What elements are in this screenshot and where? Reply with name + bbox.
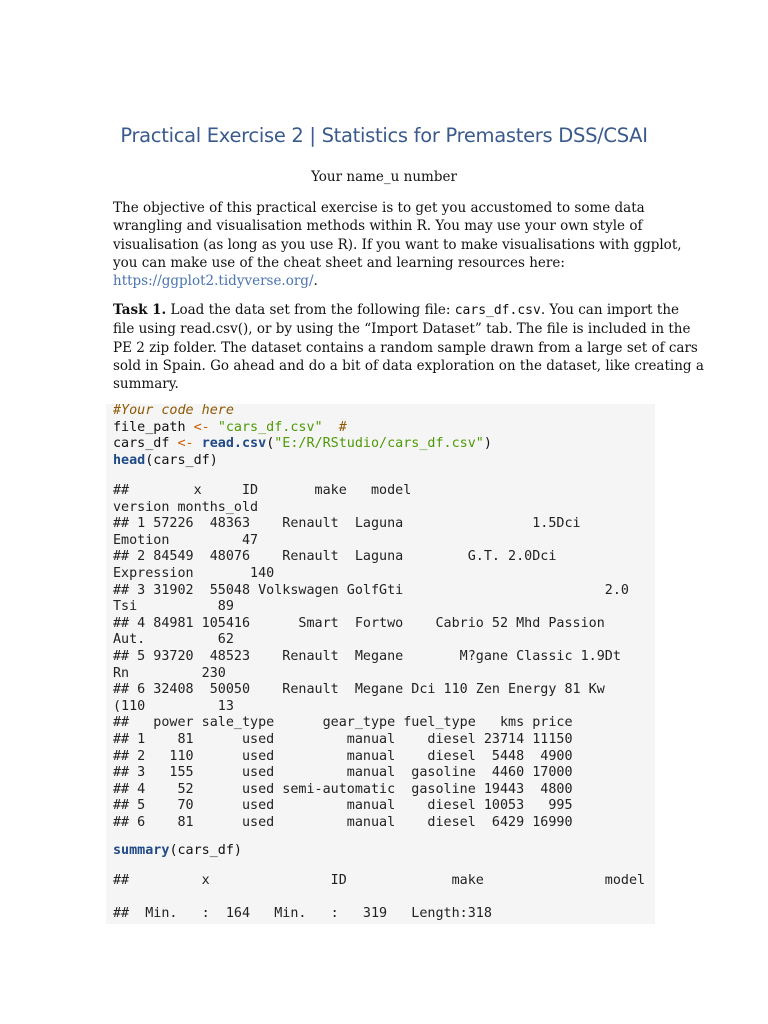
output-line: version months_old <box>113 499 259 515</box>
document-title: Practical Exercise 2 | Statistics for Premasters DSS/CSAI <box>120 124 648 147</box>
code-paren: ( <box>266 436 275 452</box>
code-chunk-2 <box>113 843 242 860</box>
output-line: ## 1 81 used manual diesel 23714 11150 <box>113 731 573 747</box>
code-paren: ) <box>483 436 492 452</box>
task1-paragraph <box>113 301 704 393</box>
output-summary <box>113 873 645 923</box>
code-assign-op: <- <box>185 419 218 435</box>
output-head <box>113 483 629 831</box>
output-line: ## 4 52 used semi-automatic gasoline 19443 4800 <box>113 781 573 797</box>
objective-line: wrangling and visualisation methods within R. You may use your own style of <box>113 218 643 235</box>
output-line: ## power sale_type gear_type fuel_type kms price <box>113 715 573 731</box>
output-line: ## 5 93720 48523 Renault Megane M?gane Classic 1.9Dt <box>113 648 621 664</box>
output-line: ## Min. : 164 Min. : 319 Length:318 <box>113 906 492 922</box>
link-suffix: . <box>313 273 318 290</box>
output-line: ## 2 110 used manual diesel 5448 4900 <box>113 748 573 764</box>
output-line: ## 2 84549 48076 Renault Laguna G.T. 2.0Dci <box>113 549 557 565</box>
output-line: (110 13 <box>113 698 234 714</box>
output-line: ## 5 70 used manual diesel 10053 995 <box>113 798 573 814</box>
output-line: Rn 230 <box>113 665 226 681</box>
objective-line: The objective of this practical exercise is to get you accustomed to some data <box>113 200 645 216</box>
code-string: "E:/R/RStudio/cars_df.csv" <box>274 436 484 452</box>
task1-line: PE 2 zip folder. The dataset contains a random sample drawn from a large set of cars <box>113 339 698 356</box>
code-chunk-1 <box>113 403 492 469</box>
author-line: Your name_u number <box>311 169 457 185</box>
code-comment: #Your code here <box>113 403 234 418</box>
output-line: ## 4 84981 105416 Smart Fortwo Cabrio 52 Mhd Passion <box>113 615 605 631</box>
code-function: read.csv <box>201 436 267 452</box>
output-line: Tsi 89 <box>113 599 234 615</box>
code-function: summary <box>113 843 170 858</box>
code-var: cars_df <box>113 436 170 452</box>
output-line: ## 6 81 used manual diesel 6429 16990 <box>113 814 573 830</box>
task1-first-line <box>113 301 680 320</box>
objective-line: visualisation (as long as you use R). If you want to make visualisations with ggplot, <box>113 236 682 253</box>
output-line: ## 1 57226 48363 Renault Laguna 1.5Dci <box>113 516 581 532</box>
task1-line: sold in Spain. Go ahead and do a bit of data exploration on the dataset, like creating a <box>113 357 704 374</box>
code-args: (cars_df) <box>169 843 242 858</box>
output-line: Emotion 47 <box>113 532 259 548</box>
task1-text-b: . You can import the <box>540 302 680 318</box>
output-line: ## 3 31902 55048 Volkswagen GolfGti 2.0 <box>113 582 629 598</box>
output-line: ## x ID make model <box>113 483 412 498</box>
output-line: ## x ID make model <box>113 873 646 888</box>
objective-link-line <box>113 272 658 290</box>
output-line: ## 6 32408 50050 Renault Megane Dci 110 Zen Energy 81 Kw <box>113 682 605 698</box>
code-assign-op: <- <box>169 436 202 452</box>
output-line: ## 3 155 used manual gasoline 4460 17000 <box>113 765 573 781</box>
code-function: head <box>113 452 146 468</box>
code-args: (cars_df) <box>145 452 218 468</box>
task1-line: file using read.csv(), or by using the “Import Dataset” tab. The file is included in the <box>113 321 691 338</box>
objective-line: you can make use of the cheat sheet and learning resources here: <box>113 254 565 271</box>
task1-label: Task 1. <box>113 302 167 318</box>
output-line: Expression 140 <box>113 565 275 581</box>
ggplot-link[interactable]: https://ggplot2.tidyverse.org/ <box>113 273 314 290</box>
task1-filename: cars_df.csv <box>454 303 541 318</box>
task1-line: summary. <box>113 376 179 393</box>
output-line: Aut. 62 <box>113 632 234 648</box>
code-trailing-comment: # <box>322 419 347 435</box>
objective-paragraph <box>113 199 682 290</box>
code-var: file_path <box>113 419 186 435</box>
task1-text-a: Load the data set from the following file: <box>166 302 455 318</box>
code-string: "cars_df.csv" <box>217 419 323 435</box>
